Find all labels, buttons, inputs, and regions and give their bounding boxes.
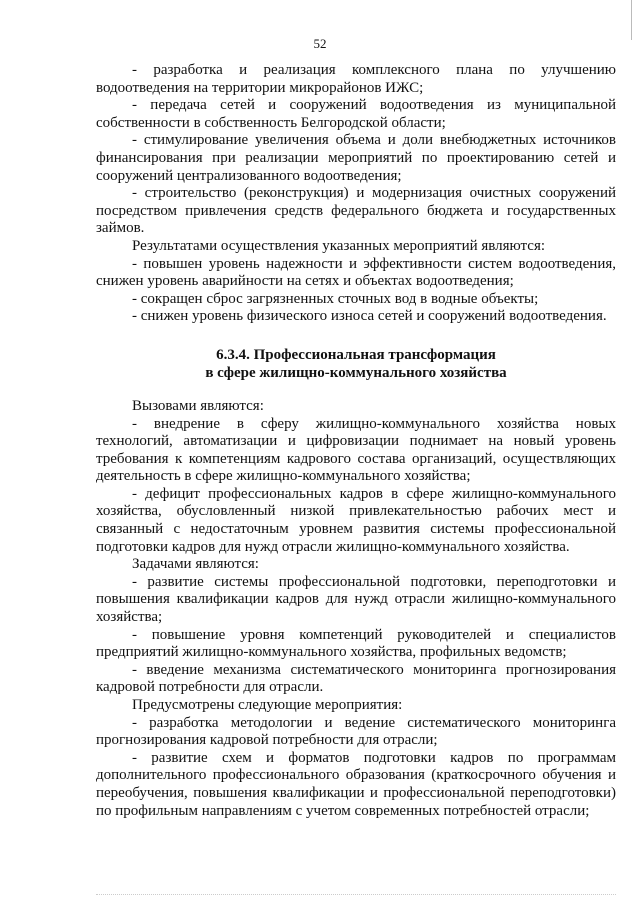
- section-heading-line-1: 6.3.4. Профессиональная трансформация: [216, 346, 496, 363]
- paragraph: - разработка и реализация комплексного плана по улучшению водоотведения на территории микрорайонов ИЖС;: [96, 62, 616, 96]
- paragraph: - развитие системы профессиональной подготовки, переподготовки и повышения квалификации кадров для нужд отрасли жилищно-коммунального хозяйства;: [96, 573, 616, 626]
- paragraph: Вызовами являются:: [132, 397, 264, 414]
- paragraph: - введение механизма систематического мониторинга прогнозирования кадровой потребности для отрасли.: [96, 661, 616, 696]
- document-body: [96, 62, 616, 820]
- page-bottom-edge: [96, 894, 616, 895]
- page-number: 52: [313, 36, 327, 51]
- paragraph: - дефицит профессиональных кадров в сфере жилищно-коммунального хозяйства, обусловленный низкой привлекательностью рабочих мест и связанный с недостаточным уровнем развития системы профессиональной подготовки кадров для нужд отрасли жилищно-коммунального хозяйства.: [96, 485, 616, 555]
- paragraph: Задачами являются:: [132, 556, 259, 573]
- paragraph: - внедрение в сферу жилищно-коммунального хозяйства новых технологий, автоматизации и цифровизации поднимает на новый уровень требования к компетенциям кадрового состава организаций, осуществляющих деятельность в сфере жилищно-коммунального хозяйства;: [96, 415, 616, 485]
- paragraph: - сокращен сброс загрязненных сточных вод в водные объекты;: [132, 290, 539, 307]
- paragraph: - развитие схем и форматов подготовки кадров по программам дополнительного профессионального образования (краткосрочного обучения и переобучения, повышения квалификации и профессиональной переподготовки) по профильным направлениям с учетом современных потребностей отрасли;: [96, 749, 616, 819]
- paragraph: Предусмотрены следующие мероприятия:: [132, 697, 403, 713]
- paragraph: - повышен уровень надежности и эффективности систем водоотведения, снижен уровень аварийности на сетях и объектах водоотведения;: [96, 255, 616, 290]
- paragraph: - повышение уровня компетенций руководителей и специалистов предприятий жилищно-коммунального хозяйства, профильных ведомств;: [96, 626, 616, 661]
- page-edge-mark: [625, 0, 632, 40]
- paragraph: - передача сетей и сооружений водоотведения из муниципальной собственности в собственность Белгородской области;: [96, 97, 616, 131]
- section-heading: [96, 346, 616, 382]
- section-heading-line-2: в сфере жилищно-коммунального хозяйства: [205, 364, 507, 381]
- paragraph: Результатами осуществления указанных мероприятий являются:: [132, 237, 546, 254]
- paragraph: - разработка методологии и ведение систематического мониторинга прогнозирования кадровой потребности для отрасли;: [96, 714, 616, 749]
- paragraph: - стимулирование увеличения объема и доли внебюджетных источников финансирования при реализации мероприятий по проектированию сетей и сооружений централизованного водоотведения;: [96, 132, 616, 184]
- paragraph: - строительство (реконструкция) и модернизация очистных сооружений посредством привлечения средств федерального бюджета и государственных займов.: [96, 185, 616, 237]
- paragraph: - снижен уровень физического износа сетей и сооружений водоотведения.: [132, 308, 607, 325]
